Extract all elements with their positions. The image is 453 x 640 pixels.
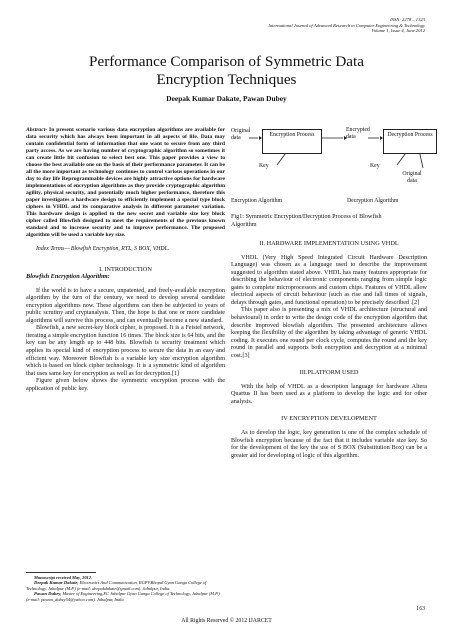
header-journal: International Journal of Advanced Research in Computer Engineering & Technology [268,22,425,28]
diagram-decryption-algorithm-label: Decryption Algorithm [347,198,399,204]
page-footer: All Rights Reserved © 2012 IJARCET [181,618,272,624]
section-1-heading: I. INTRODUCTION [99,265,152,273]
decryption-process-box: Decryption Process [383,129,437,154]
intro-paragraph-3: Figure given below shows the symmetric encryption process with the application of public key. [26,378,225,392]
figure-1-caption: Fig1: Symmetric Encryption/Decryption Process of Blowfish Algorithm [231,214,382,228]
diagram-key-left: Key [259,163,269,169]
footnote-author-2-info: Master of Engineering,EC Jabalpur Gyan Ganga College of Technology, Jabalpur (M.P.) (e-mail: pawan_dubey54@yahoo.com). Jabalpur, India [26,591,220,602]
encryption-process-box: Encryption Process [262,129,322,154]
abstract-label: Abstract- [26,127,48,133]
diagram-original-data: Original data [231,128,251,141]
abstract-text: In present scenario various data encryption algorithms are available for data security which has always been important in all aspects of life. Data may contain confidential form of information that one want to secure from any third party access. As we are having number of cryptographic algorithm so sometimes it can create little bit confusion to select best one. This paper provides a view to choose the best available one on the basis of their performance parameter. It can be all the more important as technology continues to control various operations in our day to day life Reprogrammable devices are highly attractive options for hardware implementations of encryption algorithms as they provide cryptographic algorithm agility, physical security, and potentially much higher performance, therefore this paper investigates a hardware design to efficiently implement a special type block ciphers in VHDL and its comparative analysis in different parameter variation. This hardware design is applied to the new secret and variable size key block cipher called Blowfish designed to meet the requirements of the previous known standard and to increase security and to improve performance. The proposed algorithm will be used a variable key size. [26,127,225,238]
footnote-author-1-info: Electronics And Communication, RGPV,Bhopal Gyan Ganga College of Technology, Jabalpur (M.P.) (e-mail: deepakdakate@gmail.com). Jabalpur, India. [26,580,207,591]
diagram-encryption-algorithm-label: Encryption Algorithm [231,198,283,204]
section-3-paragraph-1: With the help of VHDL as a description language for hardware Altera Quartus II has been used as a platform to develop the logic and for other analysis. [231,383,427,405]
section-1-subheading: Blowfish Encryption Algorithm: [26,273,110,281]
section-2-heading: II. HARDWARE IMPLEMENTATION USING VHDL [259,240,399,248]
intro-paragraph-2: Blowfish, a new secret-key block cipher, is proposed. It is a Feistel network, iterating a simple encryption function 16 times. The block size is 64 bits, and the key can be any length up to 448 bits. Blowfish is security treatment which applies its special kind of encryption process to secure the data in an easy and efficient way. Moreover Blowfish is a variable key size encryption algorithm which is based on block cipher technology. It is a symmetric kind of algorithm that uses same key for encryption as well as for decryption.[1] [26,325,225,377]
footnote-author-1-name: Deepak Kumar Dakate, [34,580,79,586]
index-terms-label: Index Terms— [36,246,70,252]
footnote-received: Manuscript received May, 2012. [34,575,93,580]
diagram-original-data-output: Original data [402,171,422,184]
section-4-heading: IV ENCRYPTION DEVELOPMENT [281,415,377,423]
section-4-paragraph-1: As to develop the logic, key generation is one of the complex schedule of Blowfish encryption because of the fact that it includes variable size key. So for the development of the key the use of S BOX (Substitution Box) can be a greater aid for developing of logic of this algorithm. [231,430,427,459]
title-line-1: Performance Comparison of Symmetric Data [89,53,364,70]
diagram-key-right: Key [370,163,380,169]
diagram-encrypted-data: Encrypted data [346,127,370,140]
section-2-paragraph-2: This paper also is presenting a mix of VHDL architecture (structural and behavioural) in order to write the design code of the encryption algorithm that describe improved blowfish algorithm. The presented architecture allows keeping the flexibility of the algorithm by taking advantage of generic VHDL coding. It executes one round per clock cycle, computes the round and the key round in parallel and supports both encryption and decryption at a minimal cost.[3] [231,307,427,359]
intro-paragraph-1: If the world is to have a secure, unpatented, and freely-available encryption algorithm by the turn of the century, we need to develop several candidate encryption algorithms now. These algorithms can then be subjected to years of public scrutiny and cryptanalysis. Then, the hope is that one or more candidate algorithms will survive this process, and can eventually become a new standard. [26,287,225,324]
right-column [231,214,427,460]
index-terms-text: Blowfish Encryption, RTL, S BOX, VHDL. [69,246,170,252]
header-volume: Volume 1, Issue 4, June 2012 [371,28,425,34]
paper-authors: Deepak Kumar Dakate, Pawan Dubey [166,94,287,103]
header-issn: ISSN: 2278 – 1323 [390,17,425,22]
page-number: 163 [416,606,425,612]
section-2-paragraph-1: VHDL (Very High Speed Integrated Circuit Hardware Description Language) was chosen as a language used to describe the improvement suggested to algorithm stated above. VHDL has many features appropriate for describing the behaviour of electronic components ranging from simple logic gates to complete microprocessors and custom chips. Features of VHDL allow electrical aspects of circuit behaviour (such as rise and fall times of signals, delays through gates, and functional operation) to be precisely described .[2] [231,254,427,306]
title-line-2: Encryption Techniques [156,70,297,88]
footnote-author-2-name: Pawan Dubey, [34,591,62,597]
section-3-heading: III.PLATFORM USED [299,369,359,377]
